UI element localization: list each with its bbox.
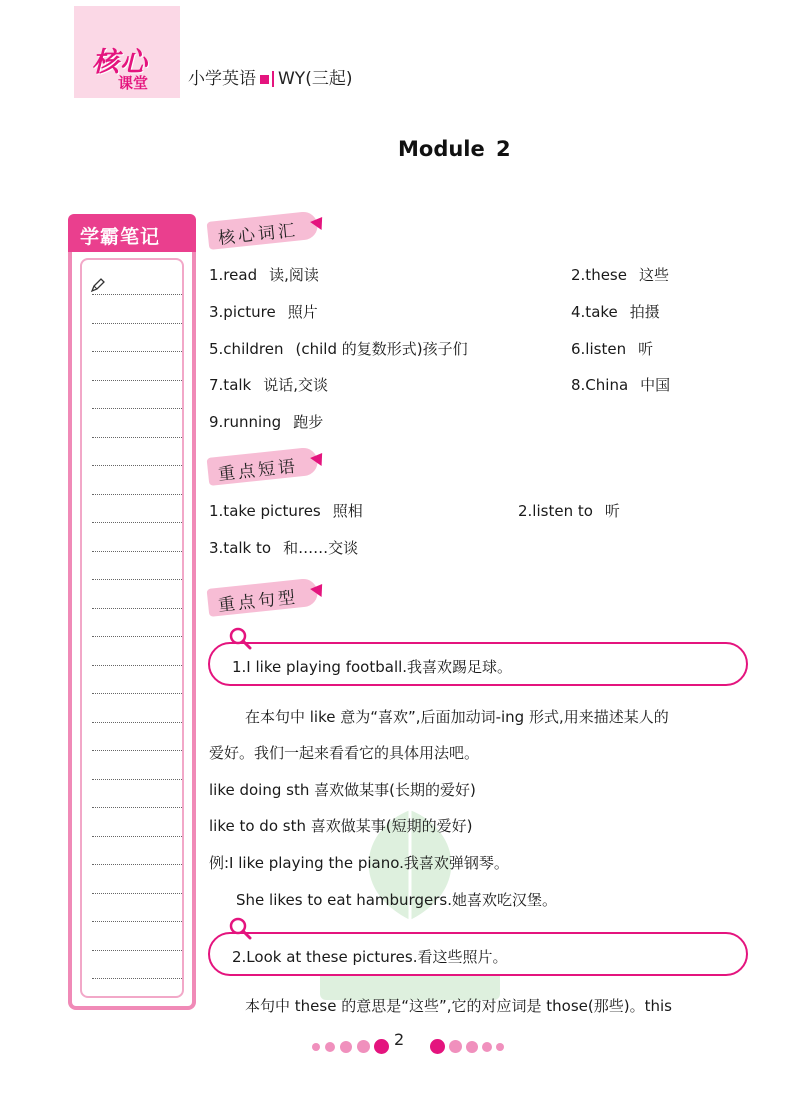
note-line [92, 722, 182, 723]
sentence-bubble-2 [208, 932, 748, 976]
section-header-vocab [208, 216, 326, 252]
vocab-zh: 拍摄 [629, 303, 660, 321]
logo-sub-text: 课堂 [118, 74, 149, 92]
note-line [92, 779, 182, 780]
section-title: 重点短语 [217, 456, 299, 485]
magnifier-icon [228, 916, 252, 940]
edition-label: WY(三起) [278, 69, 353, 89]
phrase-zh: 照相 [332, 502, 363, 520]
note-line [92, 893, 182, 894]
note-line [92, 408, 182, 409]
phrase-en: 1.take pictures [209, 502, 321, 520]
vocab-item-6 [571, 338, 653, 359]
vocab-item-3 [209, 301, 318, 322]
phrase-item-2 [518, 500, 620, 521]
note-line [92, 294, 182, 295]
usage-line: like to do sth 喜欢做某事(短期的爱好) [209, 817, 473, 835]
footer-dot [430, 1039, 445, 1054]
section-title: 重点句型 [217, 587, 299, 616]
vocab-item-4 [571, 301, 660, 322]
explanation-line: 爱好。我们一起来看看它的具体用法吧。 [209, 744, 480, 762]
phrase-en: 3.talk to [209, 539, 272, 557]
vocab-en: 2.these [571, 266, 627, 284]
note-line [92, 323, 182, 324]
note-line [92, 380, 182, 381]
phrase-item-1 [209, 500, 363, 521]
subject-label: 小学英语 [188, 69, 256, 89]
note-line [92, 978, 182, 979]
notes-label: 学霸笔记 [80, 226, 161, 248]
section-title: 核心词汇 [217, 220, 299, 249]
vocab-item-1 [209, 264, 319, 285]
note-line [92, 437, 182, 438]
footer-dot [496, 1043, 504, 1051]
vocab-item-8 [571, 374, 670, 395]
phrase-en: 2.listen to [518, 502, 593, 520]
footer-dot [482, 1042, 492, 1052]
page-number: 2 [394, 1030, 405, 1049]
vocab-en: 1.read [209, 266, 258, 284]
note-line [92, 636, 182, 637]
vocab-zh: 说话,交谈 [263, 376, 329, 394]
phrase-zh: 和……交谈 [283, 539, 359, 557]
note-line [92, 921, 182, 922]
footer-dot [449, 1040, 462, 1053]
footer-dot [325, 1042, 335, 1052]
note-line [92, 750, 182, 751]
section-header-phrases [208, 452, 326, 488]
vocab-zh: (child 的复数形式)孩子们 [295, 340, 468, 358]
notes-inner-border [80, 258, 184, 998]
footer-dot [340, 1041, 352, 1053]
note-line [92, 522, 182, 523]
section-header-sentences [208, 583, 326, 619]
vocab-zh: 这些 [638, 266, 669, 284]
example-line: She likes to eat hamburgers.她喜欢吃汉堡。 [236, 891, 557, 909]
phrase-item-3 [209, 537, 358, 558]
sentence-title: 2.Look at these pictures.看这些照片。 [232, 948, 508, 966]
note-line [92, 836, 182, 837]
vocab-en: 6.listen [571, 340, 627, 358]
note-line [92, 807, 182, 808]
vocab-item-2 [571, 264, 669, 285]
vocab-en: 5.children [209, 340, 284, 358]
vocab-zh: 跑步 [293, 413, 324, 431]
logo-main-text: 核心 [92, 47, 148, 78]
footer-dot [466, 1041, 478, 1053]
vocab-en: 9.running [209, 413, 282, 431]
notes-tab [68, 214, 196, 254]
logo [74, 6, 180, 98]
header-title [188, 64, 352, 89]
explanation-line: 本句中 these 的意思是“这些”,它的对应词是 those(那些)。this [245, 997, 672, 1015]
note-line [92, 494, 182, 495]
vocab-item-7 [209, 374, 328, 395]
vocab-zh: 读,阅读 [269, 266, 319, 284]
footer-dot [357, 1040, 370, 1053]
vocab-zh: 听 [638, 340, 654, 358]
footer-dot [312, 1043, 320, 1051]
example-line: 例:I like playing the piano.我喜欢弹钢琴。 [209, 854, 509, 872]
note-line [92, 950, 182, 951]
note-line [92, 693, 182, 694]
vocab-zh: 照片 [287, 303, 318, 321]
vocab-en: 7.talk [209, 376, 252, 394]
vocab-zh: 中国 [640, 376, 671, 394]
sentence-bubble-1 [208, 642, 748, 686]
note-line [92, 351, 182, 352]
footer-dot [374, 1039, 389, 1054]
vocab-en: 4.take [571, 303, 618, 321]
explanation-line: 在本句中 like 意为“喜欢”,后面加动词-ing 形式,用来描述某人的 [245, 708, 669, 726]
note-line [92, 579, 182, 580]
note-line [92, 665, 182, 666]
magnifier-icon [228, 626, 252, 650]
note-line [92, 465, 182, 466]
separator-bar-icon [272, 71, 274, 87]
note-line [92, 608, 182, 609]
usage-line: like doing sth 喜欢做某事(长期的爱好) [209, 781, 476, 799]
notes-panel [68, 252, 196, 1010]
note-line [92, 864, 182, 865]
vocab-en: 3.picture [209, 303, 276, 321]
pencil-icon [90, 277, 106, 293]
phrase-zh: 听 [604, 502, 620, 520]
vocab-item-5 [209, 338, 468, 359]
vocab-en: 8.China [571, 376, 629, 394]
sentence-title: 1.I like playing football.我喜欢踢足球。 [232, 658, 513, 676]
note-line [92, 551, 182, 552]
separator-square-icon [260, 75, 269, 84]
page-title: Module 2 [398, 137, 511, 161]
vocab-item-9 [209, 411, 323, 432]
